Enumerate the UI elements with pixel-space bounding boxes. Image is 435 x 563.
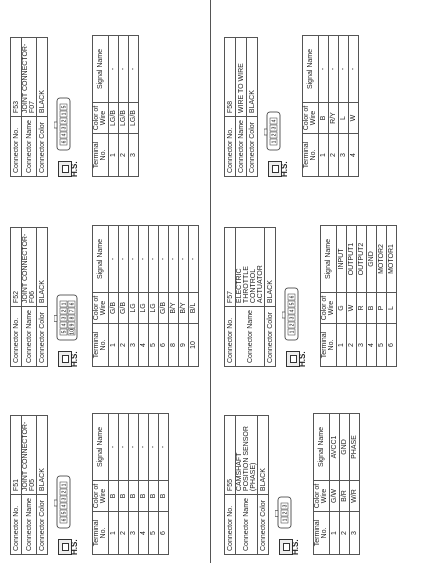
header-row <box>22 416 37 555</box>
signal-name-header: Signal Name <box>321 226 337 293</box>
table-row <box>328 36 338 177</box>
signal-name: OUTPUT1 <box>346 226 356 293</box>
terminal-no: 2 <box>118 134 128 177</box>
pin-table-header <box>93 414 109 555</box>
pin-number: 1 <box>282 518 289 522</box>
pin-number: 4 <box>61 504 68 508</box>
terminal-no: 3 <box>338 134 348 177</box>
terminal-no: 6 <box>158 324 168 367</box>
table-row <box>138 414 148 555</box>
connector-face <box>275 494 298 529</box>
signal-name: - <box>128 36 138 103</box>
terminal-no-header: Terminal No. <box>321 324 337 367</box>
pin-number: 7 <box>69 309 76 313</box>
table-row <box>118 226 128 367</box>
wire-color: L <box>386 293 396 324</box>
connector-lock-tab <box>54 122 57 128</box>
connector-header <box>224 227 276 367</box>
wire-color: LG <box>148 293 158 324</box>
wire-color: B/Y <box>168 293 178 324</box>
signal-name-header: Signal Name <box>303 36 319 103</box>
signal-name: - <box>148 414 158 481</box>
connector-pin-diagram <box>54 473 75 529</box>
terminal-no: 1 <box>336 324 346 367</box>
terminal-no: 10 <box>188 324 198 367</box>
pin-number: 3 <box>61 126 68 130</box>
section-divider <box>210 0 211 563</box>
pin-number: 6 <box>289 295 296 299</box>
pin-number: 2 <box>271 133 278 137</box>
header-row <box>236 416 258 555</box>
pin-number: 6 <box>61 518 68 522</box>
wire-color: B <box>138 481 148 512</box>
table-row <box>108 414 118 555</box>
pin-number: 4 <box>271 119 278 123</box>
connector-name-label: Connector Name <box>22 307 37 367</box>
pin-number: 1 <box>61 302 68 306</box>
wire-color: B <box>128 481 138 512</box>
wire-color-header: Color of Wire <box>303 103 319 134</box>
connector-face <box>264 109 287 151</box>
pin-number: 3 <box>282 504 289 508</box>
table-row <box>148 414 158 555</box>
pin-number: 10 <box>69 329 76 335</box>
signal-name: - <box>138 226 148 293</box>
connector-name-value: CAMSHAFT POSITION SENSOR (PHASE) <box>236 416 258 495</box>
wire-color-header: Color of Wire <box>321 293 337 324</box>
signal-name: - <box>108 414 118 481</box>
wire-color: B/L <box>188 293 198 324</box>
table-row <box>336 226 346 367</box>
connector-face <box>54 95 77 151</box>
terminal-no: 3 <box>128 324 138 367</box>
terminal-no: 5 <box>376 324 386 367</box>
wire-color: W <box>346 293 356 324</box>
pin-number: 4 <box>61 323 68 327</box>
connector-color-label: Connector Color <box>247 117 258 177</box>
terminal-no-header: Terminal No. <box>93 134 109 177</box>
table-row <box>128 414 138 555</box>
wire-color: B <box>108 481 118 512</box>
pin-number: 1 <box>289 330 296 334</box>
terminal-no-header: Terminal No. <box>314 512 330 555</box>
connector-no-label: Connector No. <box>11 307 22 367</box>
pin-table-header <box>303 36 319 177</box>
pin-table-header <box>93 36 109 177</box>
terminal-no: 1 <box>329 512 339 555</box>
signal-name: - <box>118 226 128 293</box>
pin-number: 1 <box>61 483 68 487</box>
pin-number: 3 <box>289 316 296 320</box>
wire-color: P <box>376 293 386 324</box>
connector-pin-diagram <box>264 109 285 151</box>
table-row <box>108 36 118 177</box>
table-row <box>158 414 168 555</box>
connector-name-label: Connector Name <box>236 495 258 555</box>
terminal-no: 2 <box>346 324 356 367</box>
connector-color-value: BLACK <box>258 416 269 495</box>
hs-label: H.S. <box>70 539 79 555</box>
signal-name: GND <box>339 414 349 481</box>
header-row <box>22 228 37 367</box>
signal-name-header: Signal Name <box>93 36 109 103</box>
connector-color-value: BLACK <box>247 38 258 117</box>
table-row <box>128 36 138 177</box>
wire-color: B/R <box>339 481 349 512</box>
connector-no-value: F58 <box>225 38 236 117</box>
signal-name: - <box>338 36 348 103</box>
terminal-no: 1 <box>108 134 118 177</box>
wire-color: G/W <box>329 481 339 512</box>
connector-name-label: Connector Name <box>236 117 247 177</box>
signal-name: - <box>348 36 358 103</box>
header-row <box>11 38 22 177</box>
terminal-no: 1 <box>318 134 328 177</box>
hs-label: H.S. <box>298 351 307 367</box>
connector-no-label: Connector No. <box>11 495 22 555</box>
connector-face <box>54 473 77 529</box>
pin-number: 3 <box>61 316 68 320</box>
connector-figure <box>258 35 302 177</box>
connector-pin-diagram <box>282 285 303 341</box>
pin-number: 6 <box>61 140 68 144</box>
connector-name-value: JOINT CONNECTOR-F06 <box>22 228 37 307</box>
connector-name-value: JOINT CONNECTOR-F05 <box>22 416 37 495</box>
table-row <box>339 414 349 555</box>
connector-block-f53 <box>10 35 139 177</box>
connector-figure <box>48 35 92 177</box>
pin-number: 5 <box>61 330 68 334</box>
table-row <box>148 226 158 367</box>
header-row <box>11 228 22 367</box>
terminal-no-header: Terminal No. <box>93 324 109 367</box>
pin-number: 1 <box>61 112 68 116</box>
connector-no-value: F51 <box>11 416 22 495</box>
wire-color: LG/B <box>128 103 138 134</box>
signal-name: - <box>328 36 338 103</box>
harness-side-icon <box>58 157 80 177</box>
pin-number: 5 <box>61 105 68 109</box>
signal-name-header: Signal Name <box>314 414 330 481</box>
pin-number: 8 <box>69 316 76 320</box>
wire-color: R <box>356 293 366 324</box>
terminal-no: 3 <box>128 512 138 555</box>
connector-color-value: BLACK <box>37 228 48 307</box>
table-row <box>348 36 358 177</box>
signal-name: INPUT <box>336 226 346 293</box>
signal-name: - <box>158 226 168 293</box>
terminal-no: 4 <box>138 324 148 367</box>
header-row <box>11 416 22 555</box>
connector-color-value: BLACK <box>265 228 276 307</box>
connector-name-value: JOINT CONNECTOR-F07 <box>22 38 37 117</box>
signal-name-header: Signal Name <box>93 226 109 293</box>
connector-color-label: Connector Color <box>37 495 48 555</box>
wire-color: B <box>118 481 128 512</box>
table-row <box>338 36 348 177</box>
connector-figure <box>269 413 313 555</box>
wire-color: G <box>336 293 346 324</box>
connector-color-label: Connector Color <box>258 495 269 555</box>
signal-name: - <box>318 36 328 103</box>
pin-table-header <box>321 226 337 367</box>
terminal-no: 2 <box>339 512 349 555</box>
wire-color: B/Y <box>178 293 188 324</box>
terminal-no: 1 <box>108 512 118 555</box>
signal-name-header: Signal Name <box>93 414 109 481</box>
signal-name: PHASE <box>349 414 359 481</box>
wire-color: W <box>348 103 358 134</box>
connector-face <box>54 292 84 341</box>
signal-name: - <box>178 226 188 293</box>
header-row <box>225 228 236 367</box>
header-row <box>247 38 258 177</box>
hs-label: H.S. <box>70 161 79 177</box>
terminal-no: 5 <box>148 324 158 367</box>
table-row <box>168 226 178 367</box>
pin-number: 2 <box>289 323 296 327</box>
table-row <box>108 226 118 367</box>
signal-name: - <box>128 414 138 481</box>
wire-color: G/B <box>108 293 118 324</box>
connector-name-value: ELECTRIC THROTTLE CONTROL ACTUATOR <box>236 228 265 307</box>
connector-lock-tab <box>54 316 57 322</box>
terminal-no: 4 <box>348 134 358 177</box>
connector-no-label: Connector No. <box>225 117 236 177</box>
connector-name-label: Connector Name <box>236 307 265 367</box>
header-row <box>236 38 247 177</box>
table-row <box>329 414 339 555</box>
table-row <box>346 226 356 367</box>
connector-no-value: F53 <box>11 38 22 117</box>
hs-label: H.S. <box>280 161 289 177</box>
terminal-no: 3 <box>128 134 138 177</box>
connector-block-f51 <box>10 413 169 555</box>
harness-side-icon <box>268 157 290 177</box>
wire-color: LG/B <box>118 103 128 134</box>
pin-number: 9 <box>69 323 76 327</box>
connector-color-value: BLACK <box>37 416 48 495</box>
signal-name: - <box>158 414 168 481</box>
connector-no-value: F55 <box>225 416 236 495</box>
hs-label: H.S. <box>70 351 79 367</box>
connector-no-value: F52 <box>11 228 22 307</box>
connector-header <box>10 37 48 177</box>
signal-name: MOTOR2 <box>376 226 386 293</box>
connector-header <box>10 227 48 367</box>
header-row <box>22 38 37 177</box>
wire-color: G/B <box>158 293 168 324</box>
terminal-no-header: Terminal No. <box>303 134 319 177</box>
wire-color: B <box>148 481 158 512</box>
connector-block-f57 <box>224 225 397 367</box>
connector-face <box>282 285 305 341</box>
terminal-no: 9 <box>178 324 188 367</box>
signal-name: - <box>188 226 198 293</box>
signal-name: - <box>148 226 158 293</box>
table-row <box>128 226 138 367</box>
signal-name: - <box>128 226 138 293</box>
connector-header <box>224 37 258 177</box>
connector-pin-diagram <box>54 95 75 151</box>
connector-lock-tab <box>264 129 267 135</box>
signal-name: AVCC1 <box>329 414 339 481</box>
pin-table <box>313 413 360 555</box>
table-row <box>376 226 386 367</box>
signal-name: OUTPUT2 <box>356 226 366 293</box>
pin-number: 1 <box>271 140 278 144</box>
wire-color: R/Y <box>328 103 338 134</box>
table-row <box>188 226 198 367</box>
wire-color: G/B <box>118 293 128 324</box>
pin-number: 3 <box>61 497 68 501</box>
table-row <box>158 226 168 367</box>
terminal-no: 2 <box>118 512 128 555</box>
terminal-no: 8 <box>168 324 178 367</box>
terminal-no: 6 <box>158 512 168 555</box>
connector-color-value: BLACK <box>37 38 48 117</box>
terminal-no: 1 <box>108 324 118 367</box>
pin-number: 4 <box>289 309 296 313</box>
signal-name: - <box>118 414 128 481</box>
connector-figure <box>276 225 320 367</box>
wire-color-header: Color of Wire <box>93 481 109 512</box>
terminal-no: 2 <box>118 324 128 367</box>
harness-side-icon <box>58 347 80 367</box>
wire-color-header: Color of Wire <box>314 481 330 512</box>
connector-name-value: WIRE TO WIRE <box>236 38 247 117</box>
connector-figure <box>48 413 92 555</box>
wire-color-header: Color of Wire <box>93 103 109 134</box>
connector-no-label: Connector No. <box>225 307 236 367</box>
connector-lock-tab <box>54 500 57 506</box>
connector-name-label: Connector Name <box>22 117 37 177</box>
header-row <box>258 416 269 555</box>
connector-block-f58 <box>224 35 359 177</box>
connector-lock-tab <box>275 511 278 517</box>
table-row <box>118 36 128 177</box>
connector-no-label: Connector No. <box>225 495 236 555</box>
header-row <box>37 228 48 367</box>
pin-table <box>92 35 139 177</box>
pin-number: 3 <box>271 126 278 130</box>
wire-color: L <box>338 103 348 134</box>
table-row <box>366 226 376 367</box>
harness-side-icon <box>279 535 301 555</box>
wire-color: LG <box>138 293 148 324</box>
header-row <box>37 38 48 177</box>
table-row <box>356 226 366 367</box>
connector-no-value: F57 <box>225 228 236 307</box>
connector-header <box>10 415 48 555</box>
pin-number: 2 <box>61 490 68 494</box>
pin-table-header <box>314 414 330 555</box>
connector-block-f52 <box>10 225 199 367</box>
pin-number: 6 <box>69 302 76 306</box>
signal-name: - <box>118 36 128 103</box>
pin-number: 2 <box>282 511 289 515</box>
pin-table <box>92 225 199 367</box>
table-row <box>138 226 148 367</box>
table-row <box>386 226 396 367</box>
signal-name: MOTOR1 <box>386 226 396 293</box>
terminal-no: 6 <box>386 324 396 367</box>
connector-pin-diagram <box>275 494 296 529</box>
hs-label: H.S. <box>291 539 300 555</box>
pin-number: 4 <box>61 133 68 137</box>
table-row <box>178 226 188 367</box>
header-row <box>37 416 48 555</box>
connector-name-label: Connector Name <box>22 495 37 555</box>
pin-number: 5 <box>289 302 296 306</box>
header-row <box>225 416 236 555</box>
terminal-no: 2 <box>328 134 338 177</box>
table-row <box>318 36 328 177</box>
wire-color: B <box>158 481 168 512</box>
connector-pin-diagram <box>54 292 82 341</box>
harness-side-icon <box>58 535 80 555</box>
header-row <box>225 38 236 177</box>
signal-name: - <box>138 414 148 481</box>
connector-lock-tab <box>282 312 285 318</box>
pin-table-header <box>93 226 109 367</box>
header-row <box>236 228 265 367</box>
terminal-no: 5 <box>148 512 158 555</box>
terminal-no: 4 <box>138 512 148 555</box>
terminal-no: 3 <box>356 324 366 367</box>
pin-table <box>92 413 169 555</box>
header-row <box>265 228 276 367</box>
terminal-no: 4 <box>366 324 376 367</box>
connector-color-label: Connector Color <box>37 117 48 177</box>
wire-color: B <box>318 103 328 134</box>
signal-name: GND <box>366 226 376 293</box>
pin-table <box>320 225 397 367</box>
pin-table <box>302 35 359 177</box>
wire-color-header: Color of Wire <box>93 293 109 324</box>
connector-header <box>224 415 269 555</box>
signal-name: - <box>108 226 118 293</box>
wire-color: LG/B <box>108 103 118 134</box>
wire-color: LG <box>128 293 138 324</box>
pin-number: 2 <box>61 309 68 313</box>
signal-name: - <box>168 226 178 293</box>
signal-name: - <box>108 36 118 103</box>
table-row <box>118 414 128 555</box>
harness-side-icon <box>286 347 308 367</box>
pin-number: 5 <box>61 511 68 515</box>
connector-color-label: Connector Color <box>265 307 276 367</box>
pin-number: 2 <box>61 119 68 123</box>
table-row <box>349 414 359 555</box>
connector-block-f55 <box>224 413 360 555</box>
connector-no-label: Connector No. <box>11 117 22 177</box>
terminal-no: 3 <box>349 512 359 555</box>
wire-color: B <box>366 293 376 324</box>
connector-color-label: Connector Color <box>37 307 48 367</box>
terminal-no-header: Terminal No. <box>93 512 109 555</box>
wire-color: W/R <box>349 481 359 512</box>
connector-figure <box>48 225 92 367</box>
